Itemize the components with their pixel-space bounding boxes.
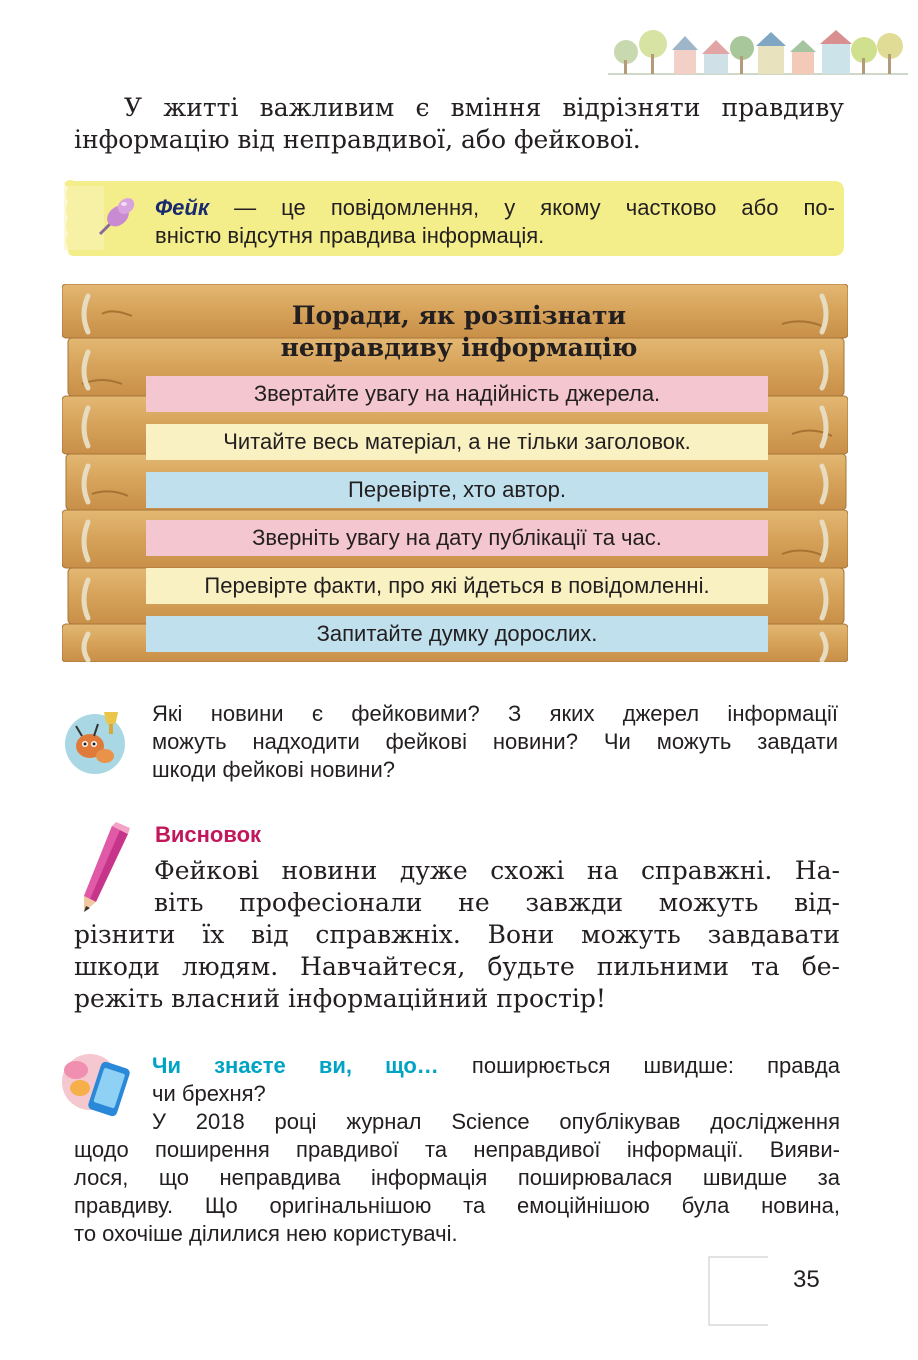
definition-line: вністю відсутня правдива інформація. bbox=[155, 223, 545, 248]
did-you-know-block bbox=[74, 1052, 840, 1248]
dyk-line: правдиву. Що оригінальнішою та емоційнішою була новина, bbox=[74, 1193, 840, 1218]
dyk-line bbox=[74, 1052, 840, 1080]
dyk-line: щодо поширення правдивої та неправдивої інформації. Вияви- bbox=[74, 1137, 840, 1162]
page-corner-decoration bbox=[708, 1256, 768, 1326]
intro-line: інформацію від неправдивої, або фейкової. bbox=[74, 125, 641, 154]
question-block bbox=[152, 700, 838, 784]
definition-text bbox=[155, 194, 835, 250]
tip-item: Зверніть увагу на дату публікації та час. bbox=[146, 520, 768, 556]
conclusion-line: шкоди людям. Навчайтеся, будьте пильними та бе- bbox=[74, 952, 840, 981]
conclusion-paragraph bbox=[74, 855, 840, 1015]
tips-title bbox=[150, 300, 768, 364]
conclusion-line: різнити їх від справжніх. Вони можуть завдавати bbox=[74, 920, 840, 949]
tip-item: Перевірте, хто автор. bbox=[146, 472, 768, 508]
dyk-line: чи брехня? bbox=[152, 1081, 266, 1106]
conclusion-heading: Висновок bbox=[155, 822, 262, 847]
intro-line: У житті важливим є вміння відрізняти правдиву bbox=[124, 93, 844, 122]
question-line: шкоди фейкові новини? bbox=[152, 757, 395, 782]
dyk-line: У 2018 році журнал Science опублікував дослідження bbox=[152, 1109, 840, 1134]
question-line: Які новини є фейковими? З яких джерел інформації bbox=[152, 701, 838, 726]
intro-paragraph bbox=[74, 92, 844, 156]
dyk-line: то охочіше ділилися нею користувачі. bbox=[74, 1221, 458, 1246]
definition-line-rest: — це повідомлення, у якому частково або по- bbox=[209, 195, 835, 220]
question-line: можуть надходити фейкові новини? Чи можуть завдати bbox=[152, 729, 838, 754]
definition-term: Фейк bbox=[155, 195, 210, 220]
pushpin-icon bbox=[86, 190, 142, 246]
conclusion-line: віть професіонали не завжди можуть від- bbox=[154, 888, 840, 917]
tips-title-line: Поради, як розпізнати bbox=[291, 301, 627, 330]
dyk-line: лося, що неправдива інформація поширювалася швидше за bbox=[74, 1165, 840, 1190]
tip-item: Запитайте думку дорослих. bbox=[146, 616, 768, 652]
dyk-heading: Чи знаєте ви, що… bbox=[152, 1053, 439, 1078]
tip-item: Читайте весь матеріал, а не тільки заголовок. bbox=[146, 424, 768, 460]
dyk-line-rest: поширюється швидше: правда bbox=[438, 1053, 840, 1078]
tip-item: Звертайте увагу на надійність джерела. bbox=[146, 376, 768, 412]
conclusion-line: режіть власний інформаційний простір! bbox=[74, 984, 606, 1013]
tips-title-line: неправдиву інформацію bbox=[280, 333, 638, 362]
page-number: 35 bbox=[793, 1266, 820, 1293]
tip-item: Перевірте факти, про які йдеться в повідомленні. bbox=[146, 568, 768, 604]
village-illustration bbox=[608, 22, 908, 82]
conclusion-line: Фейкові новини дуже схожі на справжні. На- bbox=[154, 856, 840, 885]
definition-line bbox=[155, 194, 835, 222]
ant-trophy-icon bbox=[60, 706, 130, 776]
